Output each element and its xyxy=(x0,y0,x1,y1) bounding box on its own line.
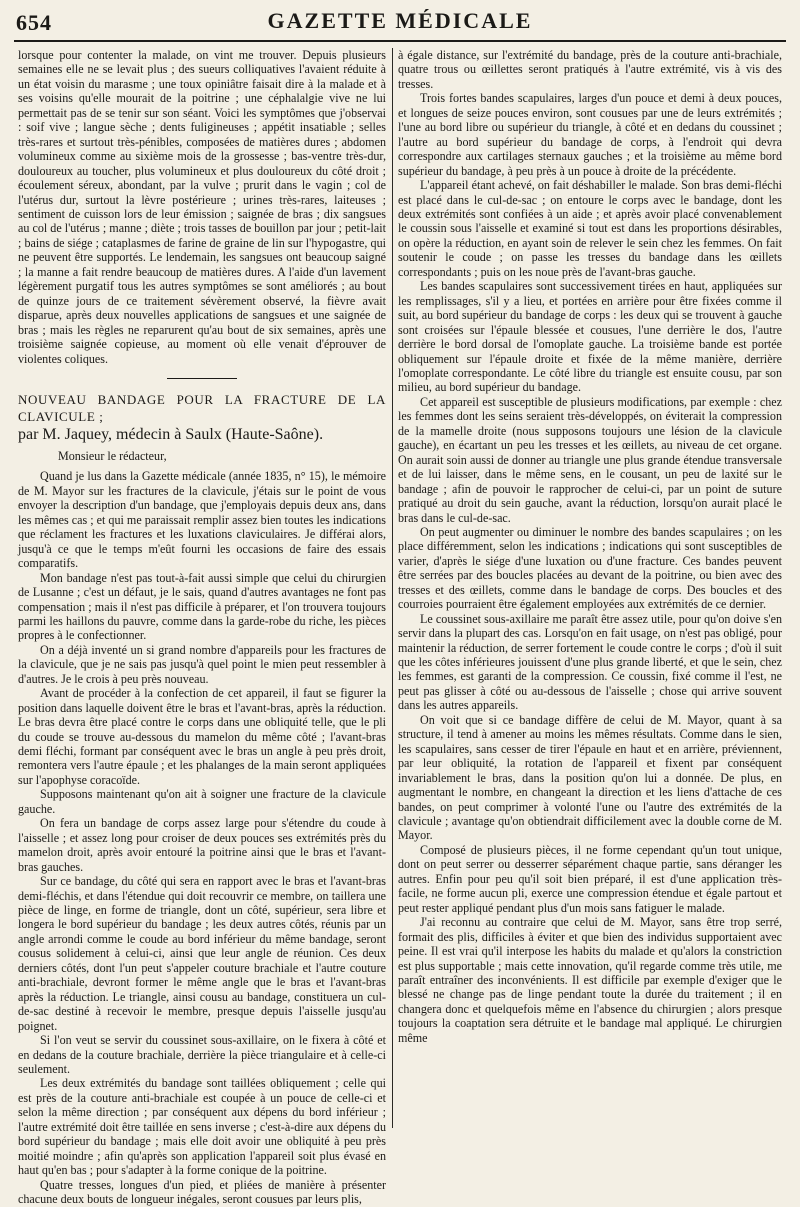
left-column xyxy=(18,48,386,1207)
paragraph: On fera un bandage de corps assez large pour s'étendre du coude à l'aisselle ; et assez long pour croiser de deux pouces ses extrémités près du mamelon droit, après avoir entouré la poitrine ainsi que le bras et l'avant-bras gauches. xyxy=(18,816,386,874)
intro-paragraph: lorsque pour contenter la malade, on vint me trouver. Depuis plusieurs semaines elle ne se levait plus ; des sueurs colliquatives l'avaient réduite à un état voisin du marasme ; une toux opiniâtre faisait dire à la malade et à ses voisins qu'elle mourait de la poitrine ; une céphalalgie vive ne lui permettait pas de se tenir sur son séant. Voici les symptômes que j'observai : soif vive ; langue sèche ; dents fuligineuses ; appétit insatiable ; selles très-rares et surtout très-pénibles, composées de matières dures ; abdomen volumineux comme au sixième mois de la grossesse ; bas-ventre très-dur, douloureux au toucher, plus volumineux et plus douloureux du côté droit ; écoulement séreux, abondant, par la vulve ; prurit dans le vagin ; col de l'utérus dur, surtout la lèvre postérieure ; urines très-rares, laiteuses ; sentiment de cuisson lors de leur émission ; saignée de bras ; dix sangsues au col de l'utérus ; manne ; diète ; trois tasses de bouillon par jour ; petit-lait ; bains de siége ; cataplasmes de farine de graine de lin sur l'hypogastre, qui ne peuvent être supportés. Le lendemain, les sangsues ont beaucoup saigné ; la manne a fait rendre beaucoup de matières dures. A l'aide d'un lavement légèrement purgatif tous les autres symptômes se sont améliorés ; au bout de quinze jours de ce traitement sévèrement observé, la fièvre avait disparue, après deux nouvelles applications de sangsues et une saignée de bras ; mais les règles ne reparurent qu'au bout de six semaines, après une troisième saignée copieuse, au moment où elle venait d'éprouver de violentes coliques. xyxy=(18,48,386,366)
paragraph: Mon bandage n'est pas tout-à-fait aussi simple que celui du chirurgien de Lusanne ; c'est un défaut, je le sais, quand d'autres avantages ne font pas compensation ; mais il n'est pas difficile à préparer, et l'on trouvera toujours parmi les haillons du pauvre, comme dans la garde-robe du riche, les pièces propres à le confectionner. xyxy=(18,570,386,643)
paragraph: On voit que si ce bandage diffère de celui de M. Mayor, quant à sa structure, il tend à amener au moins les mêmes résultats. Comme dans le sien, les scapulaires, sans cesser de tirer l'épaule en haut et en arrière, préviennent, par leur obliquité, la rotation de l'appareil et fixent par conséquent invariablement le bras, dans la position qu'on lui a donnée. De plus, en augmentant le nombre, en changeant la direction et les liens d'attache de ces bandes, on peut comprimer à volonté l'une ou l'autre des extrémités de la clavicule ; avantage qu'on obtiendrait difficilement avec la double corne de M. Mayor. xyxy=(398,712,782,843)
section-separator xyxy=(167,378,237,379)
paragraph: Sur ce bandage, du côté qui sera en rapport avec le bras et l'avant-bras demi-fléchis, et dans l'étendue qui doit recouvrir ce membre, on taillera une pièce de linge, en forme de triangle, dont un côté, supérieur, sera libre et longera le bord supérieur du bandage ; les deux autres côtés, réunis par un angle arrondi comme le coude au bord inférieur du même bandage, seront cousus solidement à celui-ci, ainsi que leur angle de réunion. Ces deux derniers côtés, dont l'un peut s'appeler couture brachiale et l'autre couture anti-brachiale, devront former le même angle que le bras et l'avant-bras après la réduction. Le triangle, ainsi cousu au bandage, constituera un cul-de-sac destiné à recevoir le membre, presque depuis l'aisselle jusqu'au poignet. xyxy=(18,874,386,1033)
paragraph: Si l'on veut se servir du coussinet sous-axillaire, on le fixera à côté et en dedans de la couture brachiale, derrière la pièce triangulaire et à celle-ci seulement. xyxy=(18,1033,386,1076)
paragraph: Trois fortes bandes scapulaires, larges d'un pouce et demi à deux pouces, et longues de seize pouces environ, sont cousues par une de leurs extrémités ; l'une au bord libre ou supérieur du triangle, à côté et en dedans du coussinet ; l'autre au bord supérieur du bandage de corps, à l'endroit qui devra correspondre aux cartilages sternaux gauches ; et la troisième au même bord supérieur du bandage, à peu près à un pouce à droite de la précédente. xyxy=(398,91,782,178)
paragraph: Quand je lus dans la Gazette médicale (année 1835, n° 15), le mémoire de M. Mayor sur les fractures de la clavicule, j'étais sur le point de vous envoyer la description d'un bandage, que j'employais depuis deux ans, dans les mêmes cas ; et qui me paraissait remplir assez bien toutes les indications que réclament les fractures et les luxations claviculaires. Je différai alors, jusqu'à ce que le temps m'eût fourni les occasions de faire des essais comparatifs. xyxy=(18,469,386,571)
paragraph: J'ai reconnu au contraire que celui de M. Mayor, sans être trop serré, formait des plis, difficiles à éviter et que bien des individus supportaient avec peine. Il est vrai qu'il interpose les habits du malade et qu'alors la constriction est plus supportable ; mais cette innovation, qu'il regarde comme très utile, me paraît entraîner des inconvénients. Il est difficile par exemple d'exiger que le blessé ne change pas de linge pendant toute la durée du traitement ; il en changera donc et quelquefois même en l'absence du chirurgien ; alors presque toujours la coaptation sera détruite et le bandage mal appliqué. Le chirurgien même xyxy=(398,915,782,1045)
paragraph: L'appareil étant achevé, on fait déshabiller le malade. Son bras demi-fléchi est placé dans le cul-de-sac ; on entoure le corps avec le bandage, dont les deux extrémités sont confiées à un aide ; et après avoir placé convenablement le coussin sous l'aisselle et examiné si tout est dans les proportions désirables, on opère la réduction, en ayant soin de relever le sein chez les femmes. On fait soutenir le coude ; on passe les tresses du bandage dans les œillets correspondants ; puis on les noue près de l'avant-bras gauche. xyxy=(398,178,782,279)
page-number: 654 xyxy=(16,10,52,35)
paragraph: Les deux extrémités du bandage sont taillées obliquement ; celle qui est près de la couture anti-brachiale est coupée à un pouce de celle-ci et selon la même direction ; par conséquent aux dépens du bord inférieur ; l'autre extrémité doit être taillée en sens inverse ; c'est-à-dire aux dépens du bord supérieur du bandage ; mais elle doit avoir une obliquité à peu près moitié moindre ; afin qu'après son application l'appareil soit plus évasé en haut qu'en bas ; pour s'adapter à la forme conique de la poitrine. xyxy=(18,1076,386,1178)
article-title: NOUVEAU BANDAGE POUR LA FRACTURE DE LA CLAVICULE ; xyxy=(18,391,386,424)
column-divider xyxy=(392,48,393,1128)
salutation: Monsieur le rédacteur, xyxy=(58,448,167,463)
right-column xyxy=(398,48,782,1128)
paragraph: Supposons maintenant qu'on ait à soigner une fracture de la clavicule gauche. xyxy=(18,787,386,816)
journal-title: GAZETTE MÉDICALE xyxy=(267,8,533,33)
paragraph: Composé de plusieurs pièces, il ne forme cependant qu'un tout unique, dont on peut serrer ou desserrer séparément chaque partie, sans déranger les autres. Enfin pour peu qu'il soit bien préparé, il est d'une application très-facile, ne forme aucun pli, exerce une compression étendue et égale partout et peut rester appliqué pendant plus d'un mois sans fatiguer le malade. xyxy=(398,842,782,915)
paragraph: On a déjà inventé un si grand nombre d'appareils pour les fractures de la clavicule, que je ne sais pas jusqu'à quel point le mien peut ressembler à d'autres. Je le crois à peu près nouveau. xyxy=(18,642,386,686)
paragraph: Avant de procéder à la confection de cet appareil, il faut se figurer la position dans laquelle doivent être le bras et l'avant-bras, après la réduction. Le bras devra être placé contre le corps dans une obliquité telle, que le pli du coude se trouve au-dessous du mamelon du même côté ; l'avant-bras demi fléchi, formant par conséquent avec le bras un angle à peu près droit, remontera vers l'autre épaule ; et les phalanges de la main seront appliquées sur l'apophyse coracoïde. xyxy=(18,686,386,787)
paragraph: Les bandes scapulaires sont successivement tirées en haut, appliquées sur les remplissages, s'il y a lieu, et portées en arrière pour être fixées comme il suit, au bord supérieur du bandage de corps : les deux qui se trouvent à gauche sont croisées sur l'épaule blessée et cousues, l'une derrière le dos, l'autre derrière le bord dorsal de l'omoplate gauche. La troisième bande est portée obliquement sur l'épaule droite et fixée de la même manière, derrière l'omoplate correspondante. Le côté libre du triangle est ensuite cousu, par son milieu, au bord supérieur du bandage. xyxy=(398,279,782,395)
paragraph: On peut augmenter ou diminuer le nombre des bandes scapulaires ; on les place différemment, selon les indications ; indications qui sont susceptibles de varier, d'après le siége d'une luxation ou d'une fracture. Ces bandes peuvent être serrées par des boucles placées au devant de la poitrine, ou bien avec des tresses et des œillets, comme dans le bandage de corps. Des boucles et des courroies pourraient être également employées aux extrémités de ce dernier. xyxy=(398,524,782,612)
header-rule xyxy=(14,40,786,42)
page-header xyxy=(14,2,786,42)
paragraph: à égale distance, sur l'extrémité du bandage, près de la couture anti-brachiale, quatre trous ou œillettes seront pratiqués à l'autre extrémité, vis à vis des tresses. xyxy=(398,48,782,91)
paragraph: Cet appareil est susceptible de plusieurs modifications, par exemple : chez les femmes dont les seins seraient très-développés, on éviterait la compression de la mamelle droite (nous supposons toujours une lésion de la clavicule gauche), en écartant un peu les tresses et les œillets, au niveau de cet organe. On aurait soin aussi de donner au triangle une plus grande étendue transversale et de lui laisser, dans le même sens, en le cousant, un peu de laxité sur le bandage ; afin de pouvoir le rapprocher de celui-ci, par un point de suture pratiqué au droit du sein gauche, avant la réduction, lorsqu'on aurait placé le bras dans le cul-de-sac. xyxy=(398,394,782,525)
paragraph: Quatre tresses, longues d'un pied, et pliées de manière à présenter chacune deux bouts de longueur inégales, seront cousues par leurs plis, xyxy=(18,1177,386,1207)
article-author: par M. Jaquey, médecin à Saulx (Haute-Saône). xyxy=(18,425,324,443)
paragraph: Le coussinet sous-axillaire me paraît être assez utile, pour qu'on doive s'en servir dans la plupart des cas. Lorsqu'on en fait usage, on n'est pas obligé, pour maintenir la réduction, de serrer fortement le coude contre le corps ; d'où il suit que les côtes inférieures jouissent d'une plus grande liberté, et que le sein, chez les femmes, est garanti de la compression. Ce coussin, fixé comme il l'est, ne peut pas glisser à côté ou au-dessous de l'aisselle ; chose qui arrive souvent dans les autres appareils. xyxy=(398,611,782,713)
